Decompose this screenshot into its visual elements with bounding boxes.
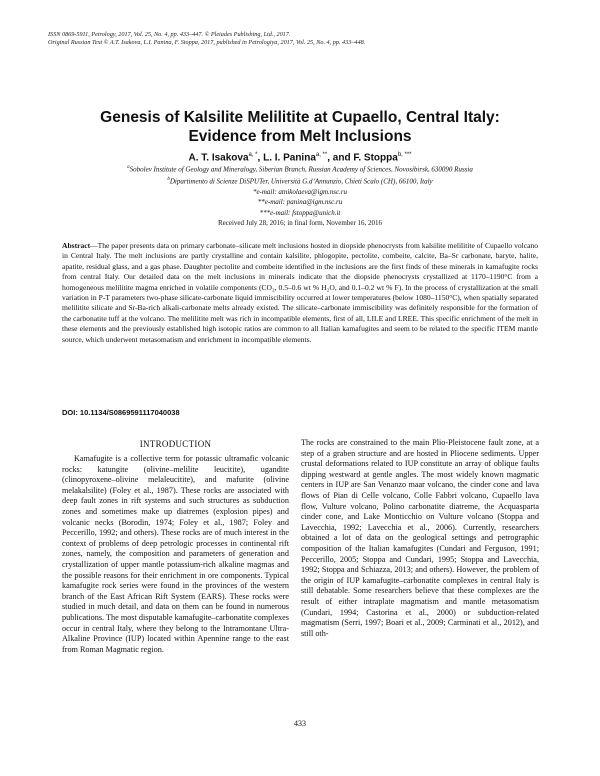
journal-header [48,31,568,47]
intro-paragraph-left: Kamafugite is a collective term for potassic ultramafic volcanic rocks: katungite (olivine–melilite leucitite), ugandite (clinopyroxene–olivine melaleucitite), and mafurite (olivine melakalsilite) (Foley et al., 1987). These rocks are associated with deep fault zones in rift systems and such structures as subduction zones and sometimes make up diatremes (explosion pipes) and volcanic necks (Borodin, 1974; Foley et al., 1987; Foley and Peccerillo, 1992; and others). These rocks are of much interest in the context of problems of deep petrologic processes in continental rift zones, namely, the composition and parameters of generation and crystallization of upper mantle potassium-rich alkaline magmas and the possible reasons for their enrichment in ore components. Typical kamafugite rock series were found in the provinces of the western branch of the East African Rift System (EARS). These rocks were studied in much detail, and data on them can be found in numerous publications. The most disputable kamafugite–carbonatite complexes occur in central Italy, where they belong to the Intramontane Ultra-Alkaline Province (IUP) located within Apennine range to the east from Roman Magmatic region. [62,454,289,654]
email-panina: **e-mail: panina@igm.nsc.ru [257,198,343,207]
title-line-2: Evidence from Melt Inclusions [188,128,412,145]
section-heading-introduction: INTRODUCTION [139,439,212,449]
affiliation-b-text: Dipartimento di Scienze DiSPUTer, Università G.d’Annunzio, Chieti Scalo (CH), 66100, Italy [169,177,433,186]
affiliation-b-mark: b [167,176,170,182]
affiliations [60,163,540,229]
paper-title [60,108,540,146]
author-panina-affil: a, ** [315,152,328,158]
abstract [62,241,538,345]
header-line-issn: ISSN 0869-5911, Petrology, 2017, Vol. 25, No. 4, pp. 433–447. © Pleiades Publishing, Ltd., 2017. [48,31,291,38]
right-column [301,438,539,639]
author-isakova-affil: a, * [248,152,258,158]
author-separator: , [257,152,264,164]
email-stoppa: ***e-mail: fstoppa@unich.it [259,208,341,217]
title-line-1: Genesis of Kalsilite Melilitite at Cupaello, Central Italy: [100,109,500,126]
author-isakova: A. T. Isakova [188,152,249,164]
affiliation-a [60,163,540,175]
affiliation-a-text: Sobolev Institute of Geology and Mineralogy, Siberian Branch, Russian Academy of Sciences, Novosibirsk, 630090 Russia [129,165,473,174]
received-dates: Received July 28, 2016; in final form, November 16, 2016 [217,219,383,228]
abstract-label: Abstract [62,241,91,250]
intro-paragraph-right: The rocks are constrained to the main Plio-Pleistocene fault zone, at a step of a graben structure and are hosted in Pliocene sediments. Upper crustal deformations related to IUP constitute an array of oblique faults dipping westward at gentle angles. The most widely known magmatic centers in IUP are San Venanzo maar volcano, the cinder cone and lava flows of Pian di Celle volcano, Colle Fabbri volcano, Cupaello lava flow, Vulture volcano, Polino carbonatite diatreme, the Acquasparta cinder cone, and Lake Monticchio on Vulture volcano (Stoppa and Lavecchia, 1992; Lavecchia et al., 2006). Currently, researchers obtained a lot of data on the geological settings and petrographic composition of the Italian kamafugites (Cundari and Ferguson, 1991; Peccerillo, 2005; Stoppa and Cundari, 1995; Stoppa and Lavecchia, 1992; Stoppa and Schiazza, 2013; and others). However, the problem of the origin of IUP kamafugite–carbonatite complexes in central Italy is still debatable. Some researchers believe that these complexes are the result of either intraplate magmatism and mantle metasomatism (Cundari, 1994; Castorina et al., 2000) or subduction-related magmatism (Serri, 1997; Boari et al., 2009; Carminati et al., 2012), and still oth- [301,438,539,638]
author-panina: L. I. Panina [263,152,316,164]
author-stoppa: F. Stoppa [353,152,398,164]
doi: DOI: 10.1134/S0869591117040038 [62,408,180,417]
left-column [62,438,289,655]
affiliation-b [60,175,540,187]
email-isakova: *e-mail: atnikolaeva@igm.nsc.ru [252,187,348,196]
page-number: 433 [294,719,306,728]
author-separator: , and [327,152,354,164]
affiliation-a-mark: a [127,165,130,170]
author-stoppa-affil: b, *** [397,152,412,158]
abstract-text: —The paper presents data on primary carbonate–silicate melt inclusions hosted in diopside phenocrysts from kalsilite melilitite of Cupaello volcano in Central Italy. The melt inclusions are partly crystalline and contain kalsilite, phlogopite, pectolite, combeite, calcite, Ba–Sr carbonate, baryte, halite, apatite, residual glass, and a gas phase. Daughter pectolite and combeite identified in the inclusions are the first finds of these minerals in kamafugite rocks from central Italy. Our detailed data on the melt inclusions in minerals indicate that the diopside phenocrysts crystallized at 1170–1190°C from a homogeneous melilitite magma enriched in volatile components (CO₂, 0.5–0.6 wt % H₂O, and 0.1–0.2 wt % F). In the process of crystallization at the small variation in P-T parameters two-phase silicate-carbonate liquid immiscibility occurred at lower temperatures (below 1080–1150°C), when spatially separated melilitite silicate and Sr-Ba-rich alkali-carbonate melts already existed. The silicate–carbonate immiscibility was definitely responsible for the formation of the carbonatite tuff at the volcano. The melilitite melt was rich in incompatible elements, first of all, LILE and LREE. This specific enrichment of the melt in these elements and the previously established high isotopic ratios are common to all Italian kamafugites and seem to be related to the specific ITEM mantle source, which underwent metasomatism and enrichment in incompatible elements. [62,241,538,344]
header-line-original: Original Russian Text © A.T. Isakova, L.I. Panina, F. Stoppa, 2017, published in Petrologiya, 2017, Vol. 25, No. 4, pp. 433–448. [48,39,366,46]
